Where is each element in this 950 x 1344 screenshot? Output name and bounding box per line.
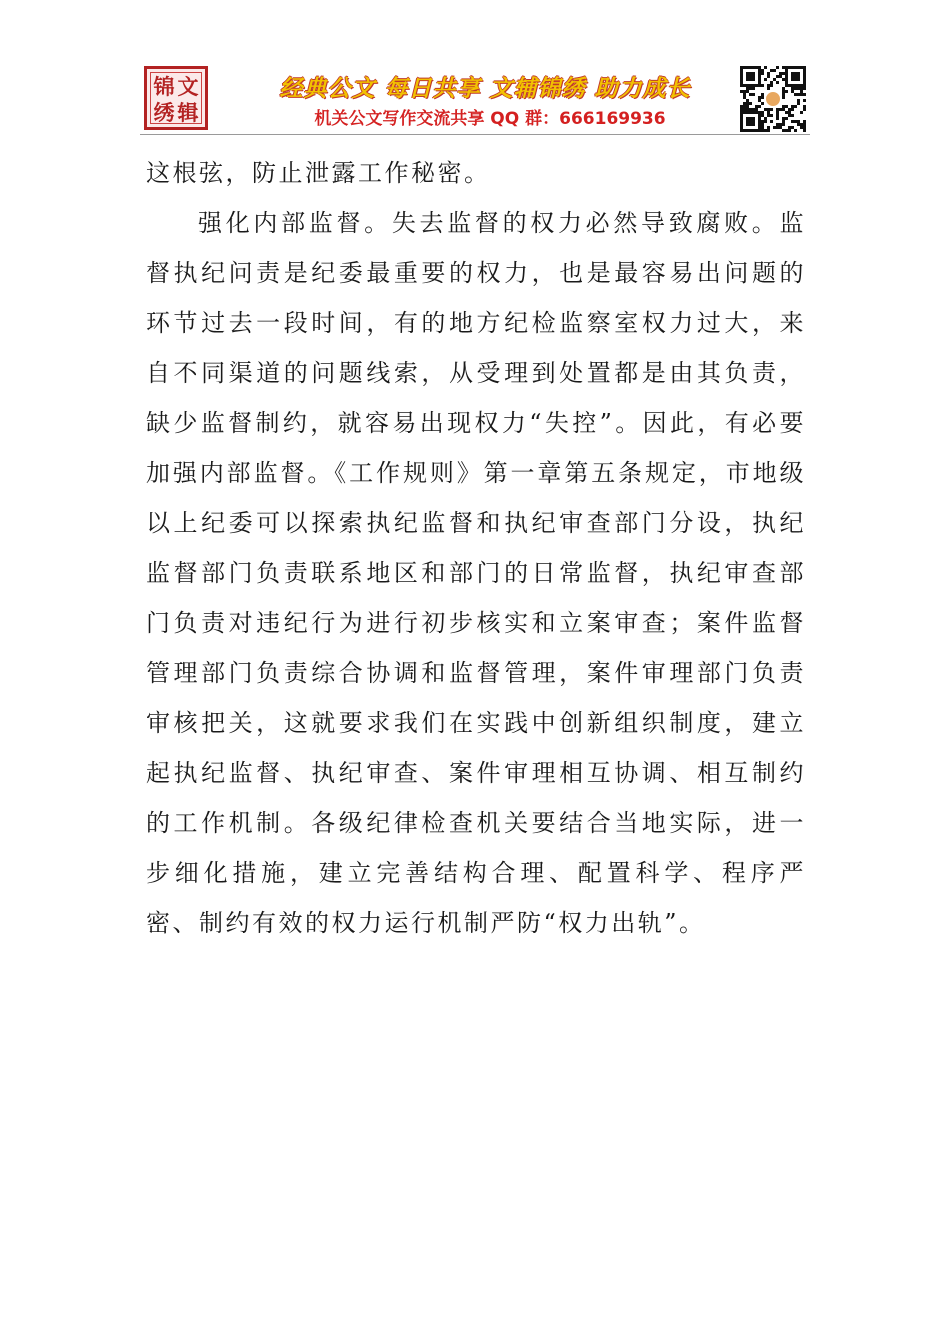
paragraph-internal-supervision: 强化内部监督。失去监督的权力必然导致腐败。监督执纪问责是纪委最重要的权力，也是最容易出问题的环节过去一段时间，有的地方纪检监察室权力过大，来自不同渠道的问题线索，从受理到处置都是由其负责，缺少监督制约，就容易出现权力“失控”。因此，有必要加强内部监督。《工作规则》第一章第五条规定，市地级以上纪委可以探索执纪监督和执纪审查部门分设，执纪监督部门负责联系地区和部门的日常监督，执纪审查部门负责对违纪行为进行初步核实和立案审查；案件监督管理部门负责综合协调和监督管理，案件审理部门负责审核把关，这就要求我们在实践中创新组织制度，建立起执纪监督、执纪审查、案件审理相互协调、相互制约的工作机制。各级纪律检查机关要结合当地实际，进一步细化措施，建立完善结构合理、配置科学、程序严密、制约有效的权力运行机制严防“权力出轨”。 [146,209,806,937]
qq-group-line: 机关公文写作交流共享 QQ 群：666169936 [314,109,666,129]
header-slogan: 经典公文 每日共享 文辅锦绣 助力成长 [279,76,691,102]
page-header [140,64,810,136]
seal-char: 文 [177,74,199,99]
seal-char: 辑 [177,100,199,125]
seal-char: 绣 [153,100,175,125]
qr-code-icon [740,66,806,132]
header-divider [140,134,810,135]
paragraph-continued: 这根弦，防止泄露工作秘密。 [146,159,491,187]
seal-logo [144,66,208,130]
seal-char: 锦 [153,74,175,99]
document-body [146,148,806,948]
